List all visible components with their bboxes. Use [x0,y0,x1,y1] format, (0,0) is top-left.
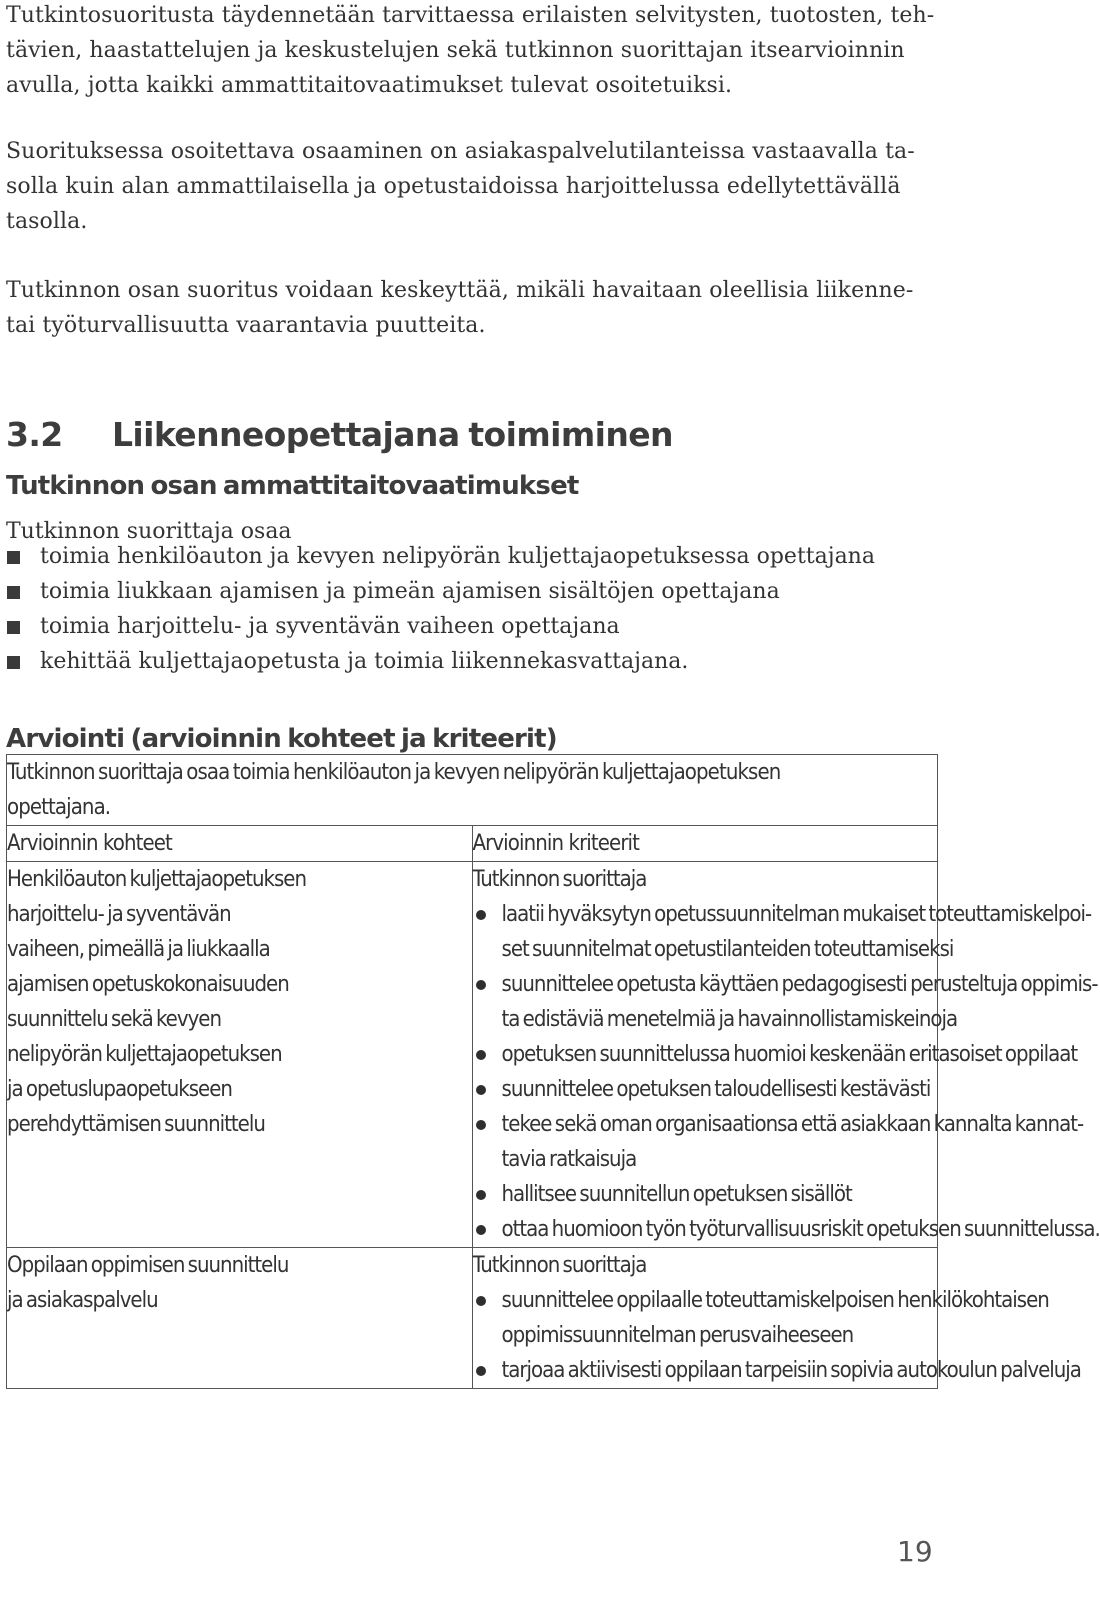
paragraph-line: tai työturvallisuutta vaarantavia puutteita. [6,313,486,338]
criteria-list [473,897,1100,1247]
list-item: ottaa huomioon työn työturvallisuusriskit opetuksen suunnittelussa. [473,1212,938,1247]
bullet-icon [476,910,486,920]
list-item: laatii hyväksytyn opetussuunnitelman mukaiset toteuttamiskelpoi- set suunnitelmat opetustilanteiden toteuttamiseksi [473,897,938,967]
criteria-list [473,1283,1081,1388]
paragraph-line: tasolla. [6,209,88,234]
section-title: Liikenneopettajana toimiminen [112,415,673,454]
criteria-cell [472,1248,1081,1389]
list-item: toimia henkilöauton ja kevyen nelipyörän kuljettajaopetuksessa opettajana [6,539,875,574]
bullet-icon [476,1225,486,1235]
page-number: 19 [897,1535,933,1568]
assessment-table [6,754,1100,1389]
list-item: kehittää kuljettajaopetusta ja toimia liikennekasvattajana. [6,644,875,679]
bullet-icon [476,1296,486,1306]
list-item: suunnittelee oppilaalle toteuttamiskelpoisen henkilökohtaisen oppimissuunnitelman perusvaiheeseen [473,1283,938,1353]
paragraph-line: Tutkintosuoritusta täydennetään tarvittaessa erilaisten selvitysten, tuotosten, teh- [6,3,935,28]
requirements-list [6,539,875,679]
square-bullet-icon [7,551,20,564]
bullet-icon [476,980,486,990]
paragraph-line: avulla, jotta kaikki ammattitaitovaatimukset tulevat osoitetuiksi. [6,73,733,98]
bullet-icon [476,1120,486,1130]
bullet-icon [476,1190,486,1200]
paragraph-line: Tutkinnon osan suoritus voidaan keskeyttää, mikäli havaitaan oleellisia liikenne- [6,278,914,303]
square-bullet-icon [7,656,20,669]
bullet-icon [476,1050,486,1060]
column-header-criteria: Arvioinnin kriteerit [472,826,938,862]
table-row [7,862,938,1248]
table-heading-cell [7,755,938,826]
table-heading-row [7,755,938,826]
table-heading-line: opettajana. [7,795,111,820]
paragraph-line: Suorituksessa osoitettava osaaminen on asiakaspalvelutilanteissa vastaavalla ta- [6,139,915,164]
list-item: toimia harjoittelu- ja syventävän vaiheen opettajana [6,609,875,644]
bullet-icon [476,1085,486,1095]
table-heading-line: Tutkinnon suorittaja osaa toimia henkilöauton ja kevyen nelipyörän kuljettajaopetuksen [7,760,781,785]
requirements-intro: Tutkinnon suorittaja osaa [6,519,292,544]
square-bullet-icon [7,621,20,634]
criteria-cell [472,862,1100,1248]
list-item: opetuksen suunnittelussa huomioi keskenään eritasoiset oppilaat [473,1037,938,1072]
list-item: toimia liukkaan ajamisen ja pimeän ajamisen sisältöjen opettajana [6,574,875,609]
criteria-intro: Tutkinnon suorittaja [472,1253,647,1278]
column-header-targets: Arvioinnin kohteet [7,826,473,862]
target-cell: Oppilaan oppimisen suunnittelu ja asiakaspalvelu [7,1248,473,1389]
table-column-header-row [7,826,938,862]
criteria-intro: Tutkinnon suorittaja [472,867,647,892]
bullet-icon [476,1366,486,1376]
paragraph-competence-level [6,134,952,239]
assessment-heading: Arviointi (arvioinnin kohteet ja kriteerit) [6,724,557,754]
paragraph-supplementation [6,0,952,103]
list-item: hallitsee suunnitellun opetuksen sisällöt [473,1177,938,1212]
paragraph-line: tävien, haastattelujen ja keskustelujen sekä tutkinnon suorittajan itsearvioinnin [6,38,905,63]
section-number: 3.2 [6,415,63,454]
list-item: suunnittelee opetusta käyttäen pedagogisesti perusteltuja oppimis- ta edistäviä menetelmiä ja havainnollistamiskeinoja [473,967,938,1037]
paragraph-line: solla kuin alan ammattilaisella ja opetustaidoissa harjoittelussa edellytettävällä [6,174,901,199]
target-cell: Henkilöauton kuljettajaopetuksen harjoittelu- ja syventävän vaiheen, pimeällä ja liukkaalla ajamisen opetuskokonaisuuden suunnittelu sekä kevyen nelipyörän kuljettajaopetuksen ja opetuslupaopetukseen perehdyttämisen suunnittelu [7,862,473,1248]
list-item: tarjoaa aktiivisesti oppilaan tarpeisiin sopivia autokoulun palveluja [473,1353,938,1388]
table-row [7,1248,938,1389]
section-heading [6,413,673,457]
paragraph-interruption [6,273,952,343]
square-bullet-icon [7,586,20,599]
list-item: tekee sekä oman organisaationsa että asiakkaan kannalta kannat- tavia ratkaisuja [473,1107,938,1177]
requirements-heading: Tutkinnon osan ammattitaitovaatimukset [6,471,579,501]
list-item: suunnittelee opetuksen taloudellisesti kestävästi [473,1072,938,1107]
